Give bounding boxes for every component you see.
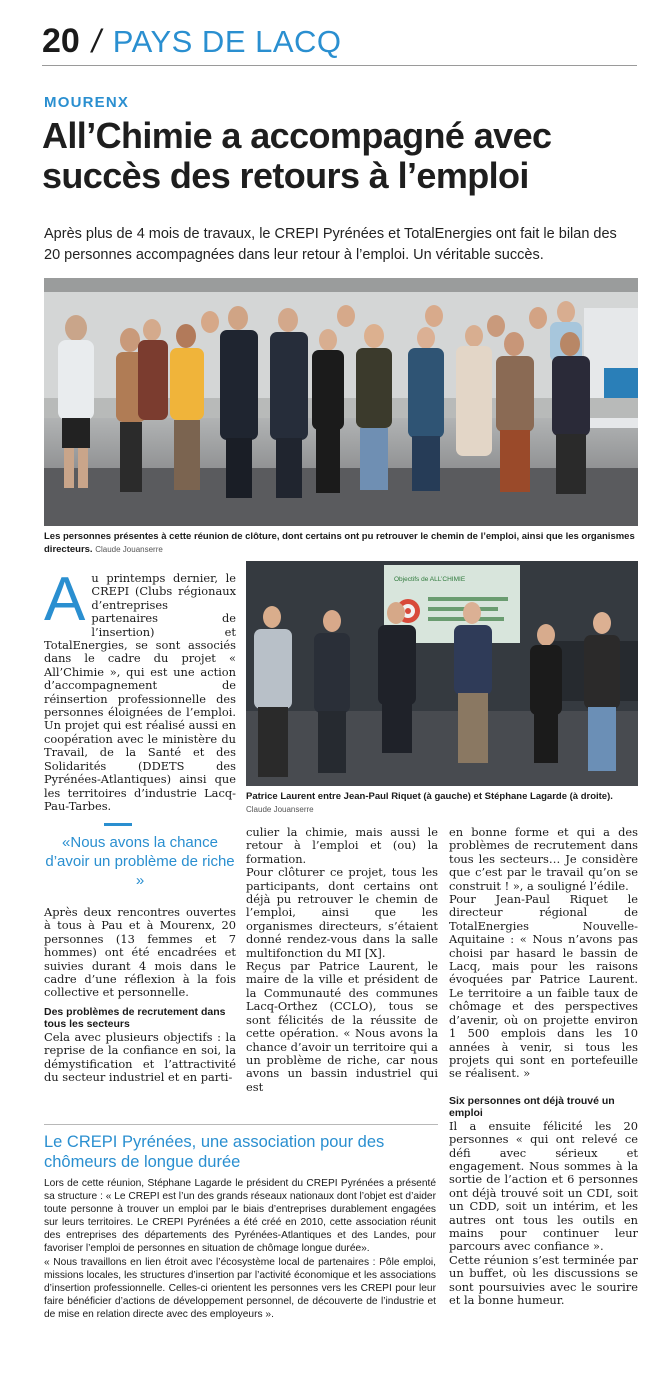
group-photo bbox=[44, 278, 638, 526]
group-photo-illustration bbox=[44, 278, 638, 526]
caption-text: Les personnes présentes à cette réunion de clôture, dont certains ont pu retrouver le chemin de l’emploi, ainsi que les organismes directeurs. bbox=[44, 531, 635, 555]
page-header bbox=[42, 22, 637, 66]
section-name: PAYS DE LACQ bbox=[112, 24, 342, 59]
article-intro bbox=[44, 565, 236, 813]
header-separator: / bbox=[91, 23, 101, 59]
paragraph: « Nous travaillons en lien étroit avec l’écosystème local de partenaires : Pôle emploi, missions locales, les structures d’insertion par l’activité économique et les associations d’insertion professionnelle. Celles-ci orientent les personnes vers les CREPI pour leur faire bénéficier d’actions de développement personnel, de découverte de l’industrie et de mise en relation directe avec des employeurs ». bbox=[44, 1256, 436, 1320]
body-column-2 bbox=[246, 826, 438, 1094]
paragraph: Cela avec plusieurs objectifs : la reprise de la confiance en soi, la démystification et l’attractivité du secteur industriel et en parti- bbox=[44, 1029, 236, 1085]
meeting-photo-caption bbox=[246, 790, 638, 816]
paragraph: Reçus par Patrice Laurent, le maire de la ville et président de la Communauté des communes Lacq-Orthez (CCLO), tous se sont félicités de la réussite de cette opération. « Nous avons la chance d’avoir un territoire qui a un problème de riche, car nous avons un bassin industriel qui est bbox=[246, 959, 439, 1094]
quote-rule bbox=[104, 823, 132, 826]
photo-credit: Claude Jouanserre bbox=[95, 545, 163, 554]
paragraph: Pour Jean-Paul Riquet le directeur régional de TotalEnergies Nouvelle-Aquitaine : « Nous n’avons pas choisi par hasard le bassin de Lacq, mais pour les raisons évoquées par Patrice Laurent. Le territoire a un faible taux de chômage et des perspectives d’avenir, où on projette environ 1 500 emplois dans les 10 années à venir, si tous les projets qui sont en portefeuille se réalisent. » bbox=[449, 892, 638, 1081]
body-column-1 bbox=[44, 906, 236, 1084]
article-kicker: MOURENX bbox=[44, 94, 130, 111]
paragraph: culier la chimie, mais aussi le retour à l’emploi et (ou) la formation. bbox=[246, 825, 438, 866]
paragraph: Lors de cette réunion, Stéphane Lagarde le président du CREPI Pyrénées a présenté sa structure : « Le CREPI est l’un des grands réseaux nationaux dont l’objet est d’aider toute personne à trouver un emploi par le biais d’entreprises durablement engagées sur leurs territoires. Le CREPI Pyrénées a été créé en 2010, cette association réunit des entreprises des départements des Pyrénées-Atlantiques et des Landes, pour favoriser l’emploi de personnes en situation de chômage longue durée». bbox=[44, 1178, 436, 1255]
article-lead: Après plus de 4 mois de travaux, le CREPI Pyrénées et TotalEnergies ont fait le bilan des 20 personnes accompagnées dans leur retour à l’emploi. Un véritable succès. bbox=[44, 226, 617, 263]
paragraph: en bonne forme et qui a des problèmes de recrutement dans tous les secteurs… Je considère que c’est par le travail qu’on se construit ! », a souligné l’édile. bbox=[449, 825, 638, 893]
subheading: Des problèmes de recrutement dans tous les secteurs bbox=[44, 1005, 226, 1030]
projection-screen-text: Objectifs de ALL’CHIMIE bbox=[394, 576, 466, 583]
box-title: Le CREPI Pyrénées, une association pour des chômeurs de longue durée bbox=[44, 1133, 385, 1171]
photo-credit: Claude Jouanserre bbox=[246, 805, 314, 814]
intro-text: u printemps dernier, le CREPI (Clubs régionaux d’entreprises partenaires de l’insertion) et TotalEnergies, se sont associés dans le cadre du projet « All’Chimie », qui est une action d’accompagnement de réinsertion professionnelle des personnes éloignées de l’emploi. Un projet qui est réalisé aussi en coopération avec le ministère du Travail, de la Santé et des Solidarités (DDETS des Pyrénées-Atlantiques) ainsi que les territoires d’industrie Lacq-Pau-Tarbes. bbox=[44, 571, 236, 813]
meeting-photo-illustration bbox=[246, 561, 638, 786]
paragraph: Cette réunion s’est terminée par un buffet, où les discussions se sont poursuivies avec le sourire et la bonne humeur. bbox=[449, 1252, 638, 1307]
box-body bbox=[44, 1177, 436, 1321]
paragraph: Après deux rencontres ouvertes à tous à Pau et à Mourenx, 20 personnes (13 femmes et 7 hommes) ont été encadrées et suivies durant 4 mois dans le cadre d’une réflexion à la fois collective et personnelle. bbox=[44, 905, 236, 1000]
article-headline: All’Chimie a accompagné avec succès des retours à l’emploi bbox=[42, 115, 552, 196]
body-column-3 bbox=[449, 826, 638, 1307]
pull-quote: «Nous avons la chance d’avoir un problème de riche » bbox=[45, 834, 235, 889]
drop-cap: A bbox=[44, 565, 86, 634]
paragraph: Pour clôturer ce projet, tous les participants, dont certains ont déjà pu retrouver le chemin de l’emploi, ainsi que les organismes directeurs, s’étaient donné rendez-vous dans la salle multifonction du MI [X]. bbox=[246, 865, 438, 960]
meeting-photo bbox=[246, 561, 638, 786]
group-photo-caption bbox=[44, 530, 638, 556]
paragraph: Il a ensuite félicité les 20 personnes « qui ont relevé ce défi avec sérieux et engagement. Nous sommes à la sortie de l’action et 6 personnes ont déjà trouvé soit un CDI, soit un CDD, soit un intérim, et les autres ont tous les outils en mains pour continuer leur parcours avec confiance ». bbox=[449, 1118, 638, 1254]
box-top-rule bbox=[44, 1124, 438, 1125]
page-number: 20 bbox=[42, 22, 80, 60]
caption-text: Patrice Laurent entre Jean-Paul Riquet (à gauche) et Stéphane Lagarde (à droite). bbox=[246, 791, 613, 802]
subheading: Six personnes ont déjà trouvé un emploi bbox=[449, 1094, 615, 1119]
